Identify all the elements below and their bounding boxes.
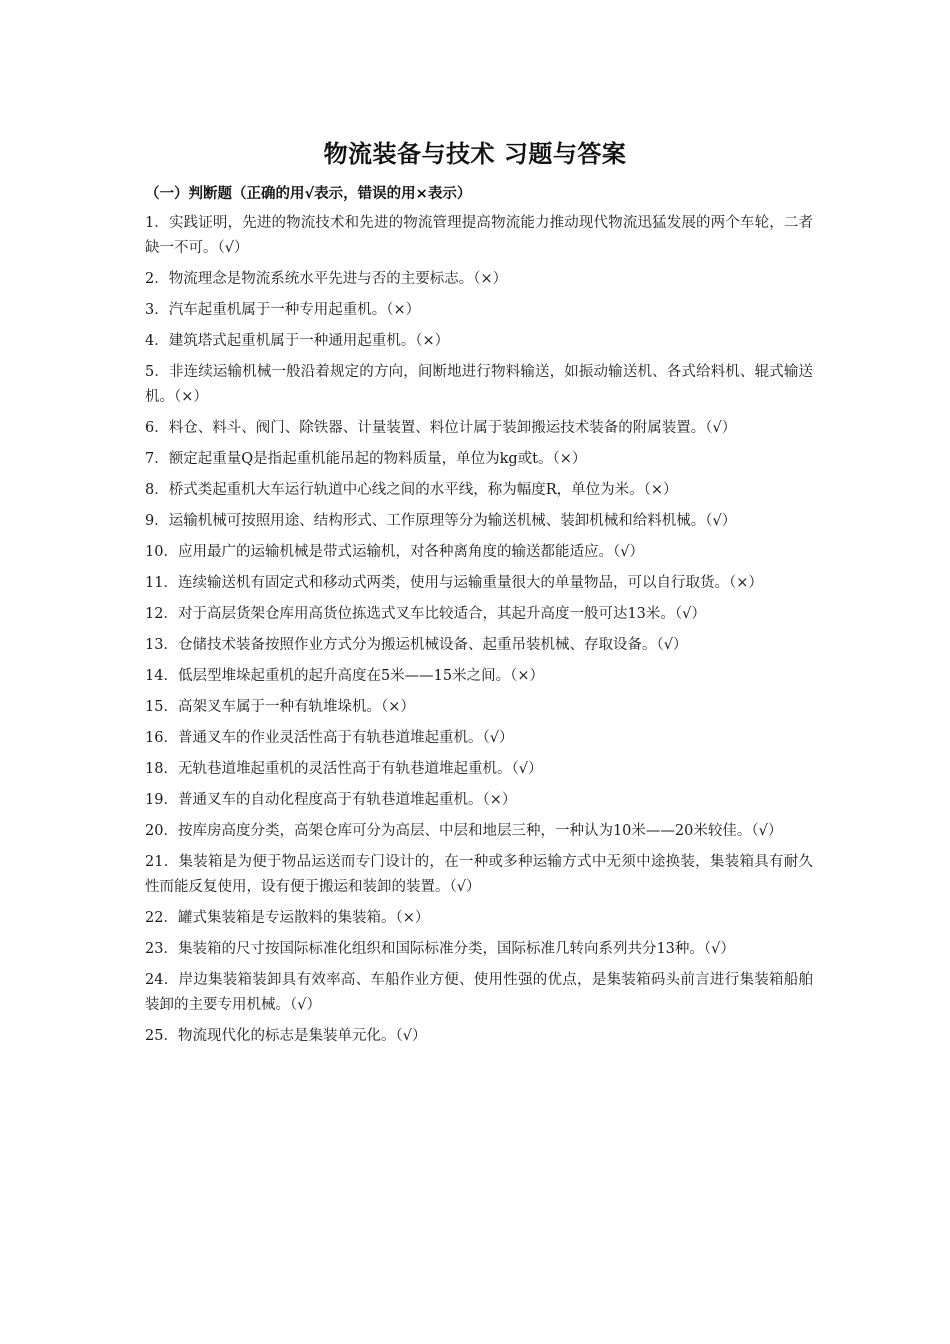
question-item: 15．高架叉车属于一种有轨堆垛机。（×） (145, 699, 415, 715)
question-item: 9．运输机械可按照用途、结构形式、工作原理等分为输送机械、装卸机械和给料机械。（√） (145, 513, 737, 529)
question-item: 3．汽车起重机属于一种专用起重机。（×） (145, 302, 421, 318)
section-heading: （一）判断题（正确的用√表示，错误的用×表示） (145, 186, 472, 202)
question-item: 10．应用最广的运输机械是带式运输机，对各种离角度的输送都能适应。（√） (145, 544, 644, 560)
question-item: 24．岸边集装箱装卸具有效率高、车船作业方便、使用性强的优点，是集装箱码头前言进行集装箱船舶装卸的主要专用机械。（√） (145, 972, 813, 1013)
question-item: 25．物流现代化的标志是集装单元化。（√） (145, 1028, 427, 1044)
question-item: 8．桥式类起重机大车运行轨道中心线之间的水平线，称为幅度R，单位为米。（×） (145, 482, 678, 498)
question-list (145, 211, 813, 1055)
question-item: 14．低层型堆垛起重机的起升高度在5米——15米之间。（×） (145, 668, 545, 684)
question-item: 12．对于高层货架仓库用高货位拣选式叉车比较适合，其起升高度一般可达13米。（√） (145, 606, 706, 622)
question-item: 5．非连续运输机械一般沿着规定的方向，间断地进行物料输送，如振动输送机、各式给料机、辊式输送机。（×） (145, 364, 813, 405)
question-item: 23．集装箱的尺寸按国际标准化组织和国际标准分类，国际标准几转向系列共分13种。（√） (145, 941, 735, 957)
question-item: 4．建筑塔式起重机属于一种通用起重机。（×） (145, 333, 450, 349)
question-item: 6．料仓、料斗、阀门、除铁器、计量装置、料位计属于装卸搬运技术装备的附属装置。（√） (145, 420, 737, 436)
question-item: 11．连续输送机有固定式和移动式两类，使用与运输重量很大的单量物品，可以自行取货。（×） (145, 575, 763, 591)
question-item: 1．实践证明，先进的物流技术和先进的物流管理提高物流能力推动现代物流迅猛发展的两个车轮，二者缺一不可。（√） (145, 215, 813, 256)
question-item: 21．集装箱是为便于物品运送而专门设计的，在一种或多种运输方式中无须中途换装，集装箱具有耐久性而能反复使用，设有便于搬运和装卸的装置。（√） (145, 854, 813, 895)
question-item: 13．仓储技术装备按照作业方式分为搬运机械设备、起重吊装机械、存取设备。（√） (145, 637, 688, 653)
question-item: 16．普通叉车的作业灵活性高于有轨巷道堆起重机。（√） (145, 730, 514, 746)
question-item: 18．无轨巷道堆起重机的灵活性高于有轨巷道堆起重机。（√） (145, 761, 543, 777)
page-title: 物流装备与技术 习题与答案 (323, 140, 627, 168)
question-item: 19．普通叉车的自动化程度高于有轨巷道堆起重机。（×） (145, 792, 517, 808)
question-item: 2．物流理念是物流系统水平先进与否的主要标志。（×） (145, 271, 508, 287)
question-item: 7．额定起重量Q是指起重机能吊起的物料质量，单位为kg或t。（×） (145, 451, 587, 467)
question-item: 20．按库房高度分类，高架仓库可分为高层、中层和地层三种，一种认为10米——20米较佳。（√） (145, 823, 783, 839)
question-item: 22．罐式集装箱是专运散料的集装箱。（×） (145, 910, 430, 926)
